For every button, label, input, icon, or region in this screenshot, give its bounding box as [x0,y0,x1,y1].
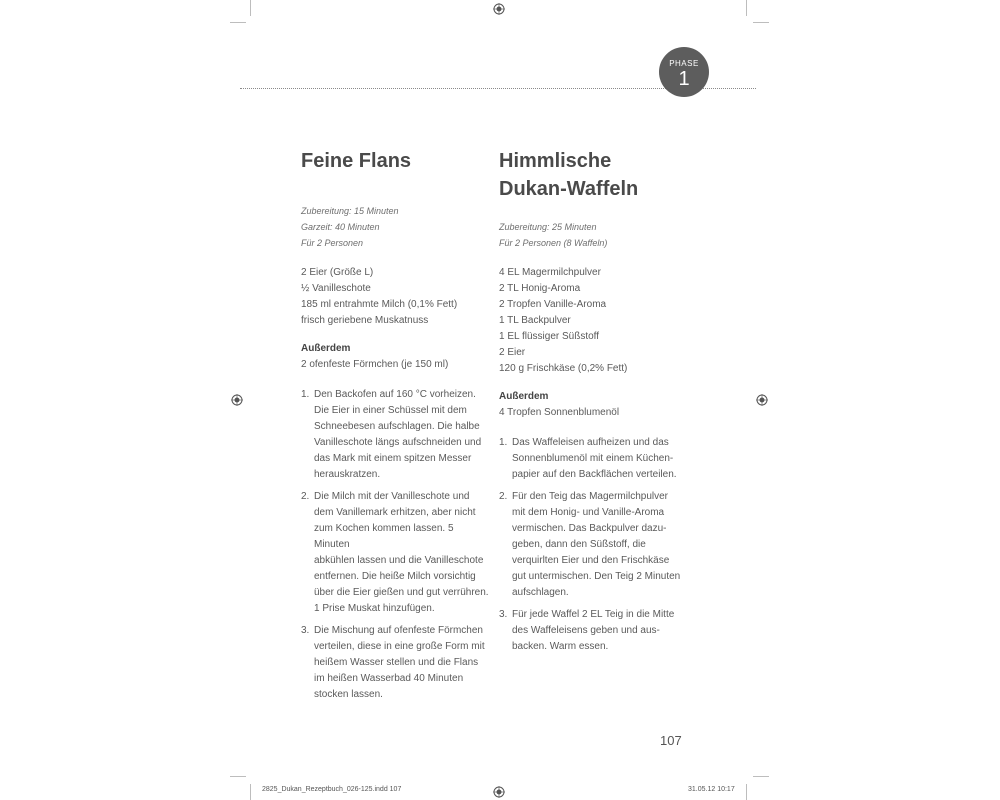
crop-mark [250,0,251,16]
step-line: Das Waffeleisen aufheizen und das [512,437,669,448]
step-line: Vanilleschote längs aufschneiden und [314,437,482,448]
step-line: backen. Warm essen. [512,641,609,652]
page-number: 107 [660,733,682,748]
servings: Für 2 Personen [301,238,364,248]
step-line: entfernen. Die heiße Milch vorsichtig [314,571,476,582]
step-line: über die Eier gießen und gut verrühren. [314,587,489,598]
step-line: aufschlagen. [512,587,569,598]
ingredient-item: 185 ml entrahmte Milch (0,1% Fett) [301,299,458,310]
recipe-title [499,147,689,203]
extra-item: 2 ofenfeste Förmchen (je 150 ml) [301,359,449,370]
step-line: Den Backofen auf 160 °C vorheizen. [314,389,476,400]
step-item [301,387,491,483]
phase-badge [659,47,709,97]
crop-mark [753,22,769,23]
step-item [499,489,689,601]
recipe-title-line: Himmlische [499,150,612,172]
ingredient-item: ½ Vanilleschote [301,283,371,294]
step-line: 1 Prise Muskat hinzufügen. [314,603,435,614]
step-line: verteilen, diese in eine große Form mit [314,641,485,652]
step-line: gut untermischen. Den Teig 2 Minuten [512,571,681,582]
recipe-meta [499,219,689,251]
registration-mark-icon [231,394,243,406]
ingredient-list [301,265,491,329]
step-line: das Mark mit einem spitzen Messer [314,453,472,464]
step-line: Für jede Waffel 2 EL Teig in die Mitte [512,609,675,620]
ingredient-item: frisch geriebene Muskatnuss [301,315,429,326]
recipe-title: Feine Flans [301,150,412,172]
step-item [301,623,491,703]
crop-mark [746,0,747,16]
recipe-title-line: Dukan-Waffeln [499,178,639,200]
step-line: Sonnenblumenöl mit einem Küchen- [512,453,674,464]
step-number: 1. [499,437,508,448]
step-line: Die Milch mit der Vanilleschote und [314,491,470,502]
ingredient-item: 2 Eier (Größe L) [301,267,374,278]
recipe-dukan-waffeln [499,147,689,661]
ingredient-item: 1 EL flüssiger Süßstoff [499,331,600,342]
step-line: im heißen Wasserbad 40 Minuten [314,673,464,684]
step-item [301,489,491,617]
ingredient-item: 2 Eier [499,347,526,358]
crop-mark [230,22,246,23]
prep-time: Zubereitung: 25 Minuten [499,222,597,232]
step-line: zum Kochen kommen lassen. 5 Minuten [314,523,454,550]
recipe-meta [301,203,491,251]
step-line: Für den Teig das Magermilchpulver [512,491,669,502]
extra-heading: Außerdem [301,343,351,354]
step-line: stocken lassen. [314,689,383,700]
step-number: 3. [301,625,310,636]
step-list [301,387,491,703]
step-line: dem Vanillemark erhitzen, aber nicht [314,507,476,518]
ingredient-item: 2 TL Honig-Aroma [499,283,581,294]
step-line: papier auf den Backflächen verteilen. [512,469,677,480]
registration-mark-icon [493,3,505,15]
step-number: 3. [499,609,508,620]
step-line: geben, dann den Süßstoff, die [512,539,646,550]
prep-time: Zubereitung: 15 Minuten [301,206,399,216]
ingredient-list [499,265,689,377]
step-line: Schneebesen aufschlagen. Die halbe [314,421,480,432]
step-line: vermischen. Das Backpulver dazu- [512,523,667,534]
step-line: mit dem Honig- und Vanille-Aroma [512,507,665,518]
crop-mark [753,776,769,777]
phase-number: 1 [678,68,690,90]
crop-mark [250,784,251,800]
footer-timestamp: 31.05.12 10:17 [688,786,735,793]
step-list [499,435,689,655]
step-line: abkühlen lassen und die Vanilleschote [314,555,484,566]
ingredient-item: 120 g Frischkäse (0,2% Fett) [499,363,628,374]
registration-mark-icon [493,786,505,798]
ingredient-item: 2 Tropfen Vanille-Aroma [499,299,607,310]
phase-label: PHASE [669,59,699,68]
recipe-feine-flans [301,147,491,709]
step-item [499,607,689,655]
step-number: 2. [301,491,310,502]
crop-mark [746,784,747,800]
crop-mark [230,776,246,777]
step-line: Die Mischung auf ofenfeste Förmchen [314,625,483,636]
registration-mark-icon [756,394,768,406]
ingredient-item: 1 TL Backpulver [499,315,571,326]
extra-heading: Außerdem [499,391,549,402]
step-line: herauskratzen. [314,469,381,480]
cook-time: Garzeit: 40 Minuten [301,222,380,232]
step-line: heißem Wasser stellen und die Flans [314,657,479,668]
step-number: 1. [301,389,310,400]
servings: Für 2 Personen (8 Waffeln) [499,238,608,248]
step-item [499,435,689,483]
step-line: verquirlten Eier und den Frischkäse [512,555,670,566]
step-number: 2. [499,491,508,502]
extra-item: 4 Tropfen Sonnenblumenöl [499,407,620,418]
footer-filename: 2825_Dukan_Rezeptbuch_026-125.indd 107 [262,786,402,793]
step-line: Die Eier in einer Schüssel mit dem [314,405,467,416]
ingredient-item: 4 EL Magermilchpulver [499,267,601,278]
step-line: des Waffeleisens geben und aus- [512,625,660,636]
